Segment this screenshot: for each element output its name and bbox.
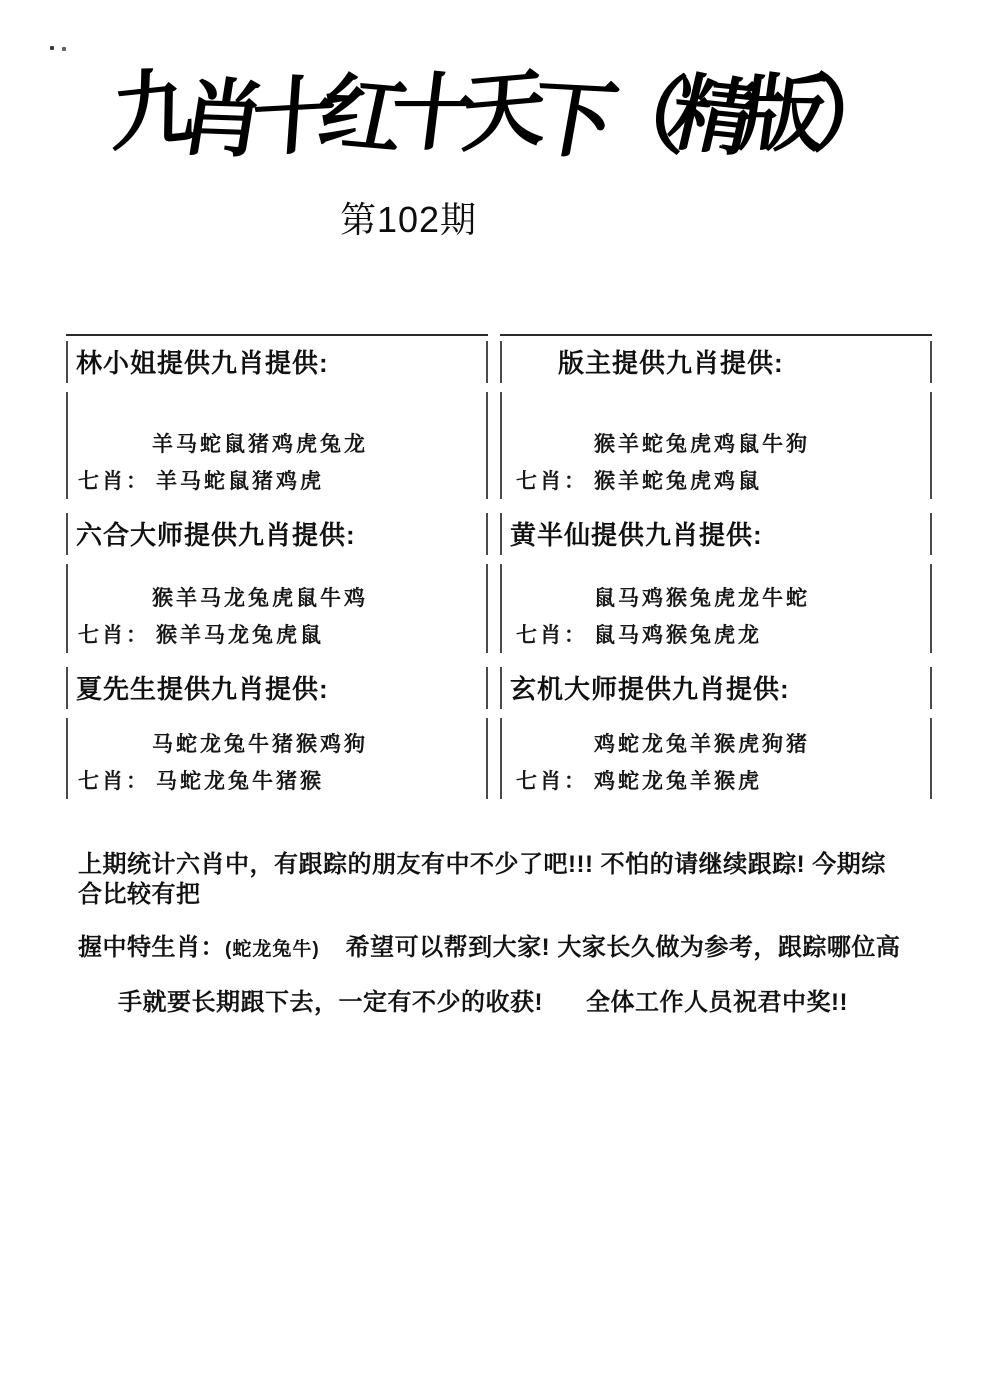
nine-zodiac-line: 鼠马鸡猴兔虎龙牛蛇	[594, 586, 810, 610]
seven-zodiac-line	[502, 465, 930, 495]
seven-zodiac-value: 鸡蛇龙兔羊猴虎	[594, 769, 762, 793]
section-banzhu	[500, 336, 932, 508]
section-xuanji-dashi	[500, 662, 932, 808]
footer-line2-prefix: 握中特生肖：	[78, 934, 225, 961]
footer-line-1: 上期统计六肖中，有跟踪的朋友有中不少了吧!!! 不怕的请继续跟踪! 今期综合比较有把	[78, 851, 886, 908]
seven-zodiac-value: 马蛇龙兔牛猪猴	[156, 769, 324, 793]
section-header: 夏先生提供九肖提供:	[66, 667, 488, 709]
board-column-left	[66, 334, 488, 808]
prediction-board	[66, 334, 932, 808]
section-body	[500, 718, 932, 799]
seven-zodiac-value: 猴羊马龙兔虎鼠	[156, 623, 324, 647]
section-header: 林小姐提供九肖提供:	[66, 341, 488, 383]
section-body	[66, 564, 488, 653]
seven-zodiac-value: 猴羊蛇兔虎鸡鼠	[594, 469, 762, 493]
section-header: 六合大师提供九肖提供:	[66, 513, 488, 555]
section-header: 版主提供九肖提供:	[500, 341, 932, 383]
section-body	[500, 564, 932, 653]
section-body	[66, 718, 488, 799]
nine-zodiac-line: 猴羊马龙兔虎鼠牛鸡	[152, 586, 368, 610]
section-liuhe-dashi	[66, 508, 488, 662]
section-xia-xiansheng	[66, 662, 488, 808]
board-column-right	[500, 334, 932, 808]
section-header: 玄机大师提供九肖提供:	[500, 667, 932, 709]
section-huang-banxian	[500, 508, 932, 662]
seven-zodiac-value: 鼠马鸡猴兔虎龙	[594, 623, 762, 647]
section-body	[500, 392, 932, 499]
nine-zodiac-line: 鸡蛇龙兔羊猴虎狗猪	[594, 732, 810, 756]
seven-zodiac-label: 七肖：	[78, 469, 150, 493]
seven-zodiac-line	[502, 619, 930, 649]
seven-zodiac-line	[68, 465, 486, 495]
footer-line-2	[78, 933, 908, 965]
nine-zodiac-line: 马蛇龙兔牛猪猴鸡狗	[152, 732, 368, 756]
footer-line2-suffix: 希望可以帮到大家! 大家长久做为参考，跟踪哪位高	[345, 934, 901, 961]
seven-zodiac-value: 羊马蛇鼠猪鸡虎	[156, 469, 324, 493]
seven-zodiac-line	[68, 619, 486, 649]
nine-zodiac-line: 猴羊蛇兔虎鸡鼠牛狗	[594, 432, 810, 456]
page-title: 九肖十红十天下（精版）	[111, 56, 895, 171]
seven-zodiac-label: 七肖：	[516, 623, 588, 647]
seven-zodiac-label: 七肖：	[516, 469, 588, 493]
section-body	[66, 392, 488, 499]
seven-zodiac-line	[502, 765, 930, 795]
seven-zodiac-label: 七肖：	[516, 769, 588, 793]
seven-zodiac-line	[68, 765, 486, 795]
section-header: 黄半仙提供九肖提供:	[500, 513, 932, 555]
seven-zodiac-label: 七肖：	[78, 623, 150, 647]
footer-commentary	[78, 850, 908, 1041]
seven-zodiac-label: 七肖：	[78, 769, 150, 793]
nine-zodiac-line: 羊马蛇鼠猪鸡虎兔龙	[152, 432, 368, 456]
special-zodiac-picks: (蛇龙兔牛)	[225, 939, 320, 960]
footer-line-3: 手就要长期跟下去，一定有不少的收获! 全体工作人员祝君中奖!!	[118, 989, 848, 1016]
issue-number: 第102期	[339, 199, 478, 240]
section-lin-xiaojie	[66, 336, 488, 508]
